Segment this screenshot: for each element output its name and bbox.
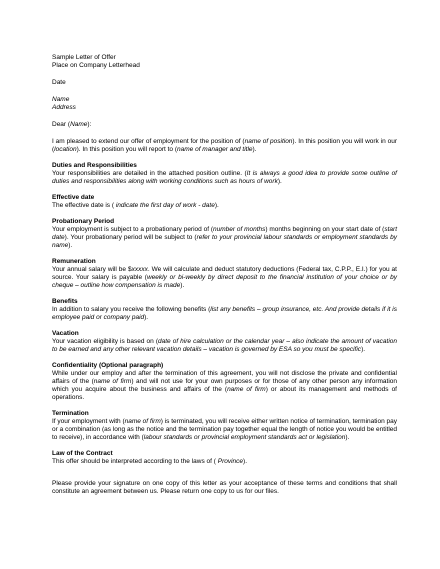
probation-heading: Probationary Period xyxy=(52,218,115,225)
probation-section xyxy=(52,218,397,250)
termination-heading: Termination xyxy=(52,410,89,417)
vacation-heading: Vacation xyxy=(52,330,79,337)
effective-date-section xyxy=(52,194,397,210)
duties-text: Your responsibilities are detailed in the attached position outline. (It is always a good idea to provide some outline of duties and responsibilities along with working conditions such as hours of work). xyxy=(52,170,397,185)
confidentiality-text: While under our employ and after the termination of this agreement, you will not disclose the private and confidential affairs of the (name of firm) and will not use for your own purposes or for those of any other person any information which you acquire about the business and affairs of the (name of firm) or about its management and methods of operations. xyxy=(52,370,398,401)
confidentiality-heading: Confidentiality (Optional paragraph) xyxy=(52,362,164,369)
letter-title: Sample Letter of Offer xyxy=(52,54,116,61)
law-text: This offer should be interpreted according to the laws of ( Province). xyxy=(52,458,248,465)
law-heading: Law of the Contract xyxy=(52,450,113,457)
recipient-address: Address xyxy=(52,104,76,111)
closing-section xyxy=(52,480,397,496)
benefits-text: In addition to salary you receive the following benefits (list any benefits – group insurance, etc. And provide details if it is employee paid or company paid). xyxy=(52,306,397,321)
effective-date-text: The effective date is ( indicate the first day of work - date). xyxy=(52,202,219,209)
vacation-text: Your vacation eligibility is based on (date of hire calculation or the calendar year – also indicate the amount of vacation to be earned and any other relevant vacation details – vacation is governed by ESA so you must be specific). xyxy=(52,338,398,353)
date-label: Date xyxy=(52,79,66,86)
duties-section xyxy=(52,162,397,186)
remuneration-text: Your annual salary will be $xxxxx. We will calculate and deduct statutory deductions (Federal tax, C.P.P., E.I.) for you at source. Your salary is payable (weekly or bi-weekly by direct deposit to the financial institution of your choice or by cheque – outline how compensation is made). xyxy=(52,266,397,289)
salutation: Dear (Name): xyxy=(52,121,92,128)
vacation-section xyxy=(52,330,397,354)
effective-date-heading: Effective date xyxy=(52,194,95,201)
confidentiality-section xyxy=(52,362,397,402)
termination-text: If your employment with (name of firm) is terminated, you will receive either written notice of termination, termination pay or a combination (as long as the notice and the termination pay together equal the length of notice you would be entitled to receive), in accordance with (labour standards or provincial employment standards act or legislation). xyxy=(52,418,398,441)
offer-letter xyxy=(52,54,397,496)
closing-text: Please provide your signature on one copy of this letter as your acceptance of these terms and conditions that shall constitute an agreement between us. Please return one copy to us for our files. xyxy=(52,480,397,495)
termination-section xyxy=(52,410,397,442)
letterhead-note: Place on Company Letterhead xyxy=(52,62,140,69)
remuneration-section xyxy=(52,258,397,290)
duties-heading: Duties and Responsibilities xyxy=(52,162,137,169)
intro-paragraph: I am pleased to extend our offer of employment for the position of (name of position). In this position you will work in our (location). In this position you will report to (name of manager and title). xyxy=(52,138,397,153)
remuneration-heading: Remuneration xyxy=(52,258,96,265)
probation-text: Your employment is subject to a probationary period of (number of months) months beginning on your start date of (start date). Your probationary period will be subject to (refer to your provincial labour standards or employment standards by name). xyxy=(52,226,398,249)
recipient-name: Name xyxy=(52,96,70,103)
law-section xyxy=(52,450,397,466)
benefits-heading: Benefits xyxy=(52,298,78,305)
benefits-section xyxy=(52,298,397,322)
